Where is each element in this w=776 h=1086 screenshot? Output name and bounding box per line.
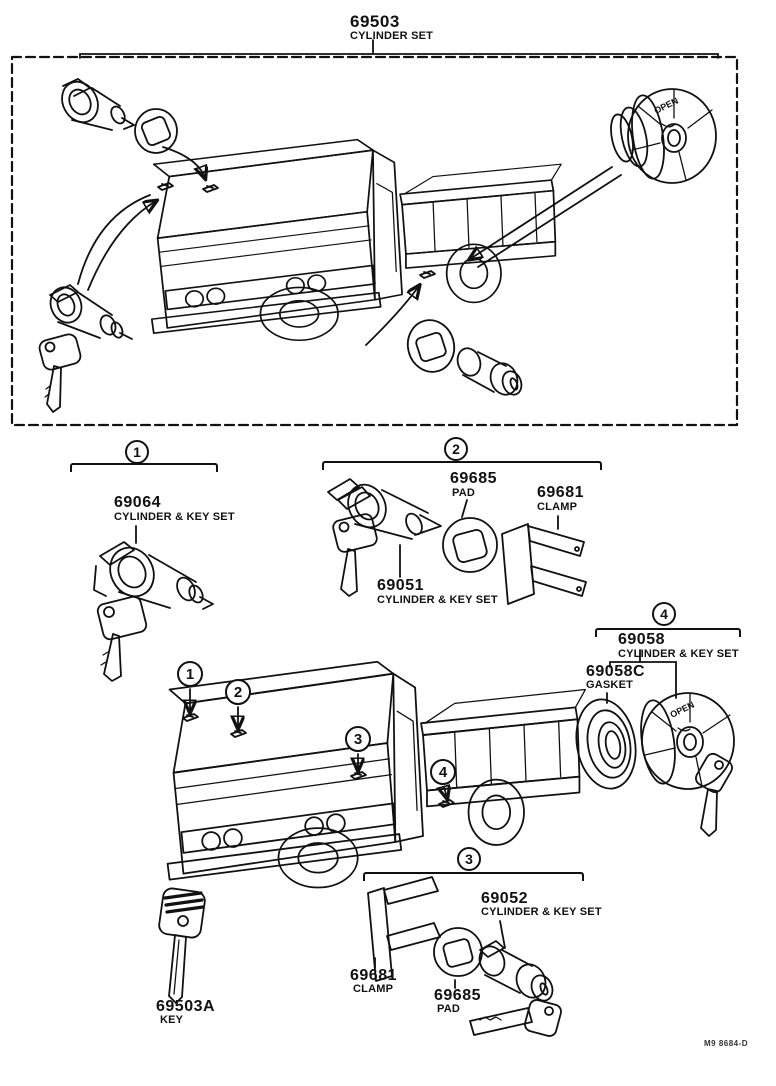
truck-callout-2: 2 bbox=[225, 679, 251, 705]
part-name-69685-2: PAD bbox=[437, 1003, 461, 1015]
section4-bracket bbox=[595, 628, 741, 637]
part-name-69685: PAD bbox=[452, 487, 476, 499]
callout-lock-glyph-1 bbox=[183, 714, 198, 721]
truck-callout-4: 4 bbox=[430, 759, 456, 785]
main-label-leader bbox=[80, 40, 718, 58]
part-69058-fuel-cap-key bbox=[636, 693, 734, 836]
part-69503A-key bbox=[158, 887, 206, 1003]
part-69685-pad bbox=[443, 500, 497, 572]
truck-callout-1: 1 bbox=[177, 661, 203, 687]
part-number-69681-2: 69681 bbox=[350, 967, 397, 984]
main-part-number: 69503 bbox=[350, 12, 400, 31]
part-pad-ring-overview-2 bbox=[402, 315, 459, 377]
part-number-69685-2: 69685 bbox=[434, 987, 481, 1004]
part-name-69058: CYLINDER & KEY SET bbox=[618, 648, 739, 660]
part-number-69685: 69685 bbox=[450, 470, 497, 487]
part-fuel-cap-overview bbox=[607, 89, 716, 183]
callout-lock-glyph-4 bbox=[439, 800, 454, 807]
part-69058C-gasket bbox=[570, 695, 643, 794]
part-69052-cylinder-key bbox=[470, 921, 563, 1038]
part-door-cylinder-overview bbox=[38, 283, 132, 412]
part-number-69681: 69681 bbox=[537, 484, 584, 501]
part-number-69058: 69058 bbox=[618, 631, 665, 648]
part-69064-cylinder-key bbox=[94, 526, 213, 681]
part-name-69064: CYLINDER & KEY SET bbox=[114, 511, 235, 523]
section1-callout-badge: 1 bbox=[125, 440, 149, 464]
part-number-69058C: 69058C bbox=[586, 663, 646, 680]
overview-leader-arrows bbox=[78, 147, 205, 290]
section1-bracket bbox=[70, 463, 218, 472]
part-name-69051: CYLINDER & KEY SET bbox=[377, 594, 498, 606]
cowl-lock-glyph-1 bbox=[158, 183, 173, 190]
main-part-name: CYLINDER SET bbox=[350, 30, 434, 42]
part-pad-ring-overview bbox=[135, 109, 177, 153]
part-69681-clamp-2 bbox=[368, 877, 440, 981]
part-name-69058C: GASKET bbox=[586, 679, 634, 691]
part-small-cylinder-overview bbox=[454, 345, 525, 398]
truck-callout-3: 3 bbox=[345, 726, 371, 752]
callout-lock-glyph-2 bbox=[231, 730, 246, 737]
part-name-69681-2: CLAMP bbox=[353, 983, 394, 995]
part-number-69503A: 69503A bbox=[156, 998, 216, 1015]
part-ignition-cylinder-overview bbox=[55, 75, 134, 130]
fuel-cap-open-text: OPEN bbox=[652, 95, 680, 116]
part-number-69052: 69052 bbox=[481, 890, 528, 907]
section3-callout-badge: 3 bbox=[457, 847, 481, 871]
part-name-69052: CYLINDER & KEY SET bbox=[481, 906, 602, 918]
section2-callout-badge: 2 bbox=[444, 437, 468, 461]
part-number-69051: 69051 bbox=[377, 577, 424, 594]
part-name-69503A: KEY bbox=[160, 1014, 184, 1026]
section4-callout-badge: 4 bbox=[652, 602, 676, 626]
section3-bracket bbox=[363, 872, 584, 881]
bed-lock-glyph bbox=[420, 271, 435, 278]
part-69681-clamp bbox=[502, 516, 586, 604]
part-name-69681: CLAMP bbox=[537, 501, 578, 513]
part-number-69064: 69064 bbox=[114, 494, 161, 511]
part-69685-pad-2 bbox=[434, 928, 482, 988]
section2-bracket bbox=[322, 461, 602, 470]
fuel-cap-open-text-2: OPEN bbox=[668, 699, 696, 720]
cowl-lock-glyph-2 bbox=[203, 185, 218, 192]
document-code: M9 8684-D bbox=[704, 1039, 749, 1048]
